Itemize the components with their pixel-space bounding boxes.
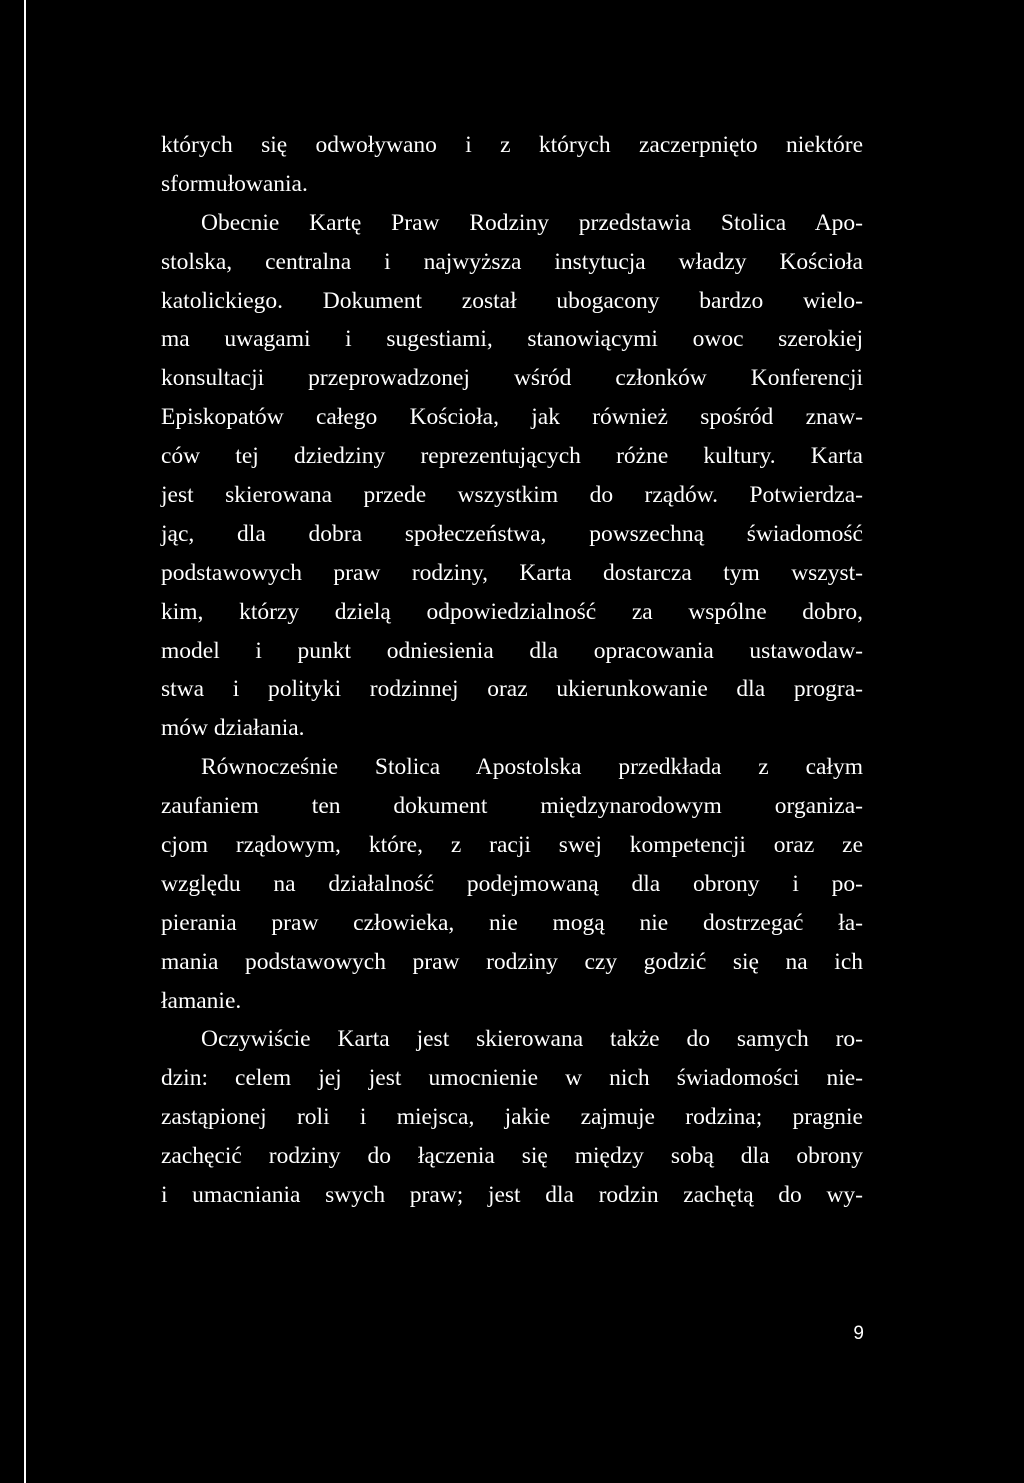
paragraph-start-line: Obecnie Kartę Praw Rodziny przedstawia Stolica Apo- xyxy=(201,209,863,236)
text-line: podstawowych praw rodziny, Karta dostarcza tym wszyst- xyxy=(161,559,863,586)
text-line: zaufaniem ten dokument międzynarodowym organiza- xyxy=(161,793,863,820)
text-line: dzin: celem jej jest umocnienie w nich świadomości nie- xyxy=(161,1065,863,1092)
paragraph-start-line: Oczywiście Karta jest skierowana także do samych ro- xyxy=(201,1026,863,1053)
text-line: mania podstawowych praw rodziny czy godzić się na ich xyxy=(161,948,863,975)
scan-edge-line xyxy=(24,0,26,1483)
text-line: Episkopatów całego Kościoła, jak również spośród znaw- xyxy=(161,404,863,431)
text-line: mów działania. xyxy=(161,715,305,742)
text-line: zastąpionej roli i miejsca, jakie zajmuje rodzina; pragnie xyxy=(161,1104,863,1131)
text-line: ma uwagami i sugestiami, stanowiącymi owoc szerokiej xyxy=(161,326,863,353)
text-line: jest skierowana przede wszystkim do rządów. Potwierdza- xyxy=(161,482,863,509)
text-line: model i punkt odniesienia dla opracowania ustawodaw- xyxy=(161,637,863,664)
text-line: pierania praw człowieka, nie mogą nie dostrzegać ła- xyxy=(161,909,863,936)
text-line: stolska, centralna i najwyższa instytucja władzy Kościoła xyxy=(161,248,863,275)
text-line: sformułowania. xyxy=(161,170,308,197)
text-line: jąc, dla dobra społeczeństwa, powszechną świadomość xyxy=(161,520,863,547)
text-line: katolickiego. Dokument został ubogacony bardzo wielo- xyxy=(161,287,863,314)
page-number: 9 xyxy=(853,1323,864,1344)
text-line: i umacniania swych praw; jest dla rodzin zachętą do wy- xyxy=(161,1182,863,1209)
text-line: kim, którzy dzielą odpowiedzialność za wspólne dobro, xyxy=(161,598,863,625)
paragraph-start-line: Równocześnie Stolica Apostolska przedkłada z całym xyxy=(201,754,863,781)
text-line: cjom rządowym, które, z racji swej kompetencji oraz ze xyxy=(161,832,863,859)
body-text xyxy=(161,126,863,1215)
text-line: względu na działalność podejmowaną dla obrony i po- xyxy=(161,870,863,897)
text-line: konsultacji przeprowadzonej wśród członków Konferencji xyxy=(161,365,863,392)
text-line: ców tej dziedziny reprezentujących różne kultury. Karta xyxy=(161,443,863,470)
text-line: których się odwoływano i z których zaczerpnięto niektóre xyxy=(161,132,863,158)
text-line: stwa i polityki rodzinnej oraz ukierunkowanie dla progra- xyxy=(161,676,863,703)
text-line: łamanie. xyxy=(161,987,242,1014)
text-line: zachęcić rodziny do łączenia się między sobą dla obrony xyxy=(161,1143,863,1170)
